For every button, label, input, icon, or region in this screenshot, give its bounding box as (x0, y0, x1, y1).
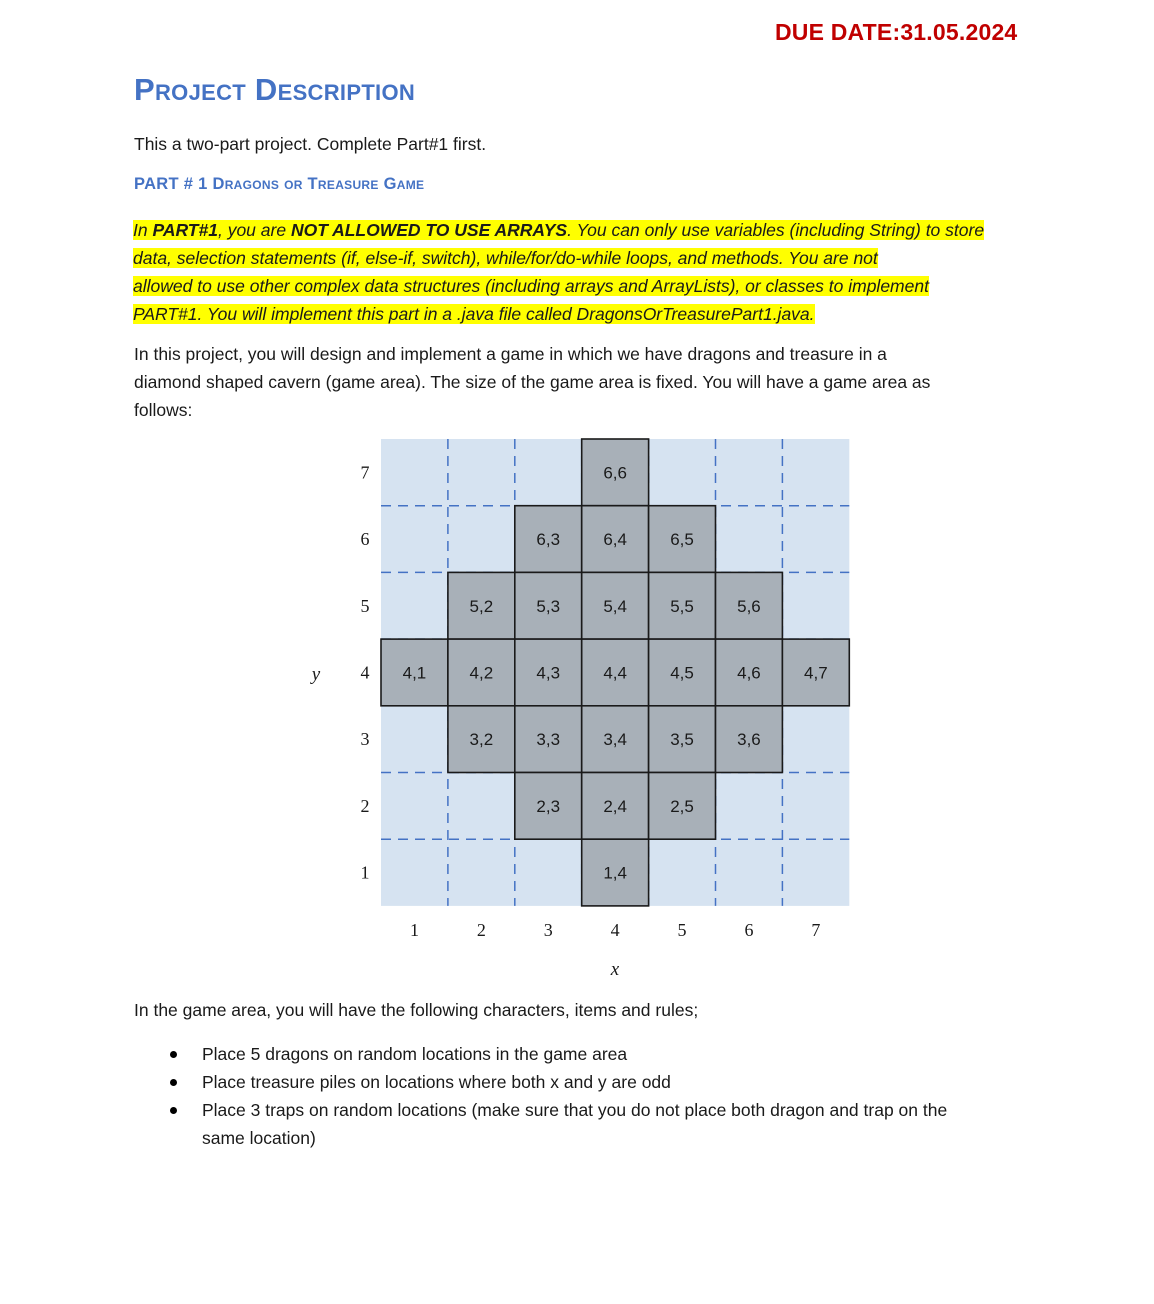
y-tick-label: 1 (360, 862, 370, 883)
grid-cell-label: 4,6 (737, 663, 761, 683)
x-tick-label: 6 (744, 919, 754, 940)
grid-cell-label: 4,3 (536, 663, 561, 683)
y-axis-label: y (311, 664, 321, 685)
x-axis-label: x (610, 959, 620, 980)
bullet-icon (170, 1051, 177, 1058)
grid-cell-label: 5,6 (737, 596, 761, 616)
y-tick-label: 2 (360, 795, 370, 816)
list-item: Place treasure piles on locations where both x and y are odd (160, 1068, 1030, 1096)
x-tick-label: 5 (677, 919, 687, 940)
part-heading: PART # 1 Dragons or Treasure Game (134, 175, 425, 193)
grid-cell-label: 3,5 (670, 730, 694, 750)
rules-list (160, 1040, 1030, 1152)
grid-cell-label: 3,2 (469, 730, 494, 750)
list-item: Place 5 dragons on random locations in the game area (160, 1040, 1030, 1068)
grid-cell-label: 5,2 (469, 596, 494, 616)
y-tick-label: 4 (360, 662, 370, 683)
rules-intro: In the game area, you will have the following characters, items and rules; (134, 1000, 699, 1020)
x-tick-label: 1 (409, 919, 419, 940)
grid-cell-label: 6,5 (670, 530, 694, 550)
intro-text: This a two-part project. Complete Part#1 first. (134, 134, 487, 154)
y-tick-label: 5 (360, 595, 370, 616)
grid-cell-label: 3,3 (536, 730, 561, 750)
highlighted-note: In PART#1, you are NOT ALLOWED TO USE ARRAYS. You can only use variables (including String) to store data, selection statements (if, else-if, switch), while/for/do-while loops, and methods. You are not allowed to use other complex data structures (including arrays and ArrayLists), or classes to implement PART#1. You will implement this part in a .java file called DragonsOrTreasurePart1.java. (133, 220, 985, 324)
grid-cell-label: 4,7 (804, 663, 828, 683)
list-item: Place 3 traps on random locations (make sure that you do not place both dragon and trap on the same location) (160, 1096, 1030, 1152)
grid-cell-label: 2,3 (536, 796, 561, 816)
x-tick-label: 2 (476, 919, 486, 940)
x-tick-label: 7 (811, 919, 821, 940)
grid-cell-label: 4,5 (670, 663, 694, 683)
grid-cell-label: 2,5 (670, 796, 694, 816)
grid-cell-label: 6,6 (603, 463, 627, 483)
due-date: DUE DATE:31.05.2024 (775, 19, 1018, 45)
x-tick-label: 3 (543, 919, 553, 940)
grid-cell-label: 6,3 (536, 530, 561, 550)
y-tick-label: 7 (360, 462, 370, 483)
grid-cell-label: 4,2 (469, 663, 494, 683)
grid-cell-label: 3,4 (603, 730, 627, 750)
y-tick-label: 3 (360, 729, 370, 750)
grid-cell-label: 4,1 (402, 663, 427, 683)
page-title: Project Description (134, 72, 416, 107)
grid-cell-label: 5,4 (603, 596, 627, 616)
grid-cell-label: 2,4 (603, 796, 627, 816)
bullet-icon (170, 1079, 177, 1086)
bullet-icon (170, 1107, 177, 1114)
grid-cell-label: 5,5 (670, 596, 694, 616)
x-tick-label: 4 (610, 919, 620, 940)
grid-cell-label: 3,6 (737, 730, 761, 750)
grid-cell-label: 4,4 (603, 663, 627, 683)
y-tick-label: 6 (360, 529, 370, 550)
grid-cell-label: 5,3 (536, 596, 561, 616)
description-text: In this project, you will design and implement a game in which we have dragons and treasure in a diamond shaped cavern (game area). The size of the game area is fixed. You will have a game area as follows: (134, 344, 931, 420)
grid-cell-label: 1,4 (603, 863, 627, 883)
grid-cell-label: 6,4 (603, 530, 627, 550)
